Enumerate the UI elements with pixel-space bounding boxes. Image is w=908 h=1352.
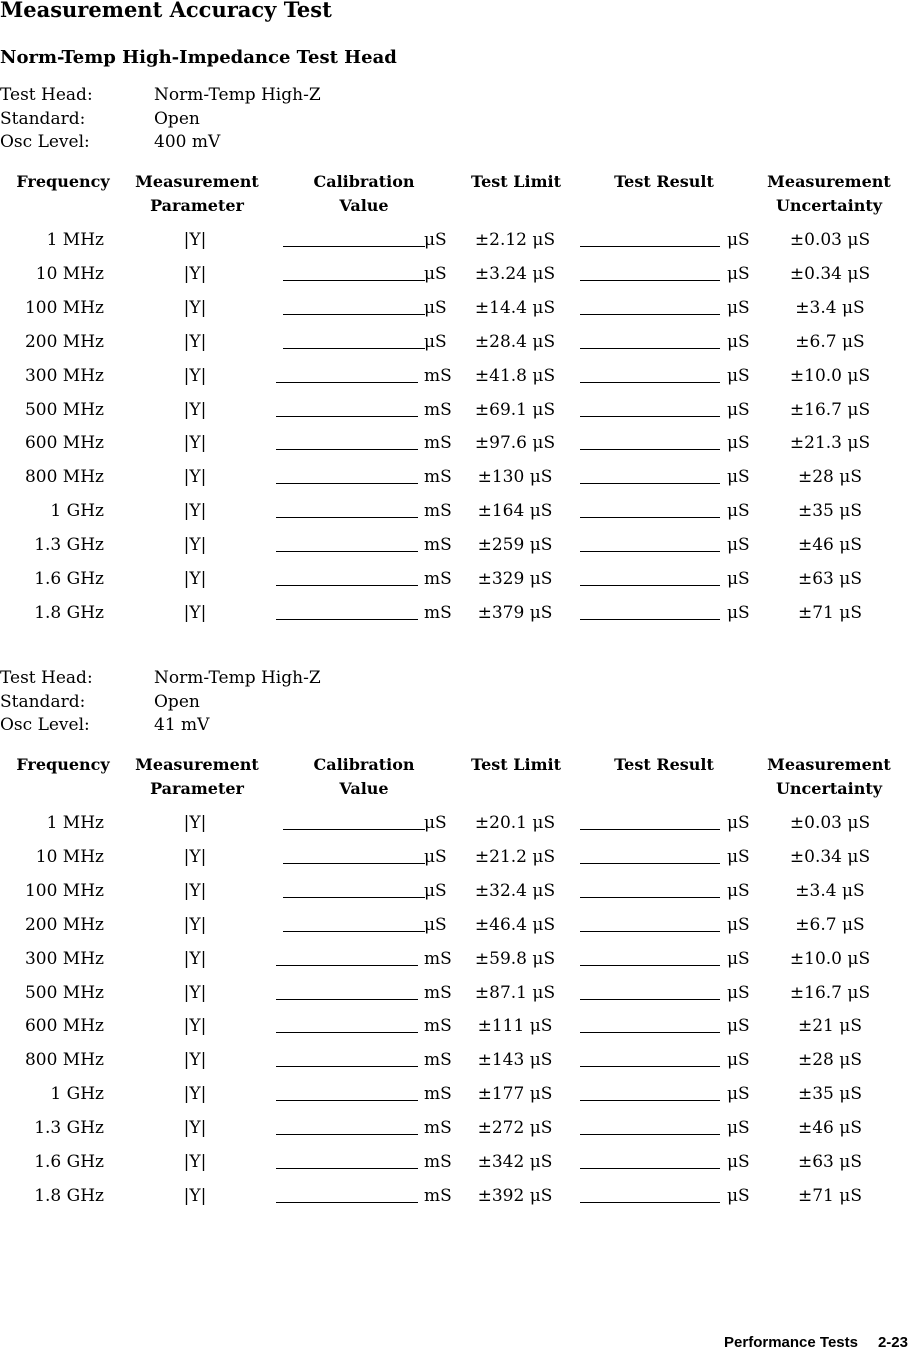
header-calibration-value-line: Calibration	[313, 172, 415, 191]
uncertainty-cell: ±16.7 μS	[789, 399, 871, 420]
test-result-field[interactable]	[580, 366, 720, 383]
test-result-unit: μS	[727, 846, 750, 867]
test-result-field[interactable]	[580, 983, 720, 1000]
test-limit-cell: ±164 μS	[477, 501, 553, 522]
uncertainty-cell: ±10.0 μS	[789, 948, 871, 969]
test-result-field[interactable]	[580, 1016, 720, 1033]
test-limit-cell: ±21.2 μS	[474, 846, 556, 867]
calibration-unit: μS	[424, 263, 447, 284]
uncertainty-cell: ±71 μS	[798, 1185, 862, 1206]
test-result-unit: μS	[727, 230, 750, 250]
test-limit-cell: ±392 μS	[477, 1185, 553, 1206]
test-result-unit: μS	[727, 1185, 750, 1206]
test-result-field[interactable]	[580, 1186, 720, 1203]
frequency-cell: 300 MHz	[24, 948, 104, 969]
uncertainty-cell: ±35 μS	[798, 1084, 862, 1105]
parameter-cell: |Y|	[183, 433, 207, 454]
osc-level-label: Osc Level:	[0, 715, 90, 735]
table-row	[0, 366, 908, 400]
header-test-result	[596, 753, 732, 777]
calibration-value-field[interactable]	[276, 1084, 418, 1101]
table-row	[0, 813, 908, 847]
table-row	[0, 230, 908, 264]
test-limit-cell: ±259 μS	[477, 535, 553, 556]
header-frequency	[6, 753, 120, 777]
uncertainty-cell: ±46 μS	[798, 535, 862, 556]
header-measurement-parameter-line: Parameter	[150, 779, 244, 798]
table-row	[0, 949, 908, 983]
calibration-unit: mS	[424, 602, 452, 623]
uncertainty-cell: ±71 μS	[798, 602, 862, 623]
header-measurement-uncertainty-line: Measurement	[767, 172, 891, 191]
parameter-cell: |Y|	[183, 230, 207, 250]
header-measurement-parameter	[124, 170, 270, 218]
header-measurement-parameter	[124, 753, 270, 801]
calibration-value-field[interactable]	[283, 264, 425, 281]
calibration-value-field[interactable]	[276, 949, 418, 966]
frequency-cell: 800 MHz	[24, 1050, 104, 1071]
calibration-value-field[interactable]	[276, 467, 418, 484]
page-subtitle: Norm-Temp High-Impedance Test Head	[0, 47, 397, 68]
frequency-cell: 1.3 GHz	[34, 1118, 104, 1139]
header-measurement-parameter-line: Measurement	[135, 172, 259, 191]
uncertainty-cell: ±3.4 μS	[795, 297, 865, 318]
test-limit-cell: ±46.4 μS	[474, 914, 556, 935]
test-result-unit: μS	[727, 948, 750, 969]
calibration-value-field[interactable]	[276, 535, 418, 552]
test-result-unit: μS	[727, 331, 750, 352]
test-limit-cell: ±130 μS	[477, 467, 553, 488]
calibration-unit: μS	[424, 297, 447, 318]
test-result-field[interactable]	[580, 569, 720, 586]
parameter-cell: |Y|	[183, 880, 207, 901]
table-row	[0, 1050, 908, 1084]
header-measurement-uncertainty-line: Uncertainty	[775, 196, 883, 215]
uncertainty-cell: ±0.03 μS	[789, 230, 871, 250]
test-limit-cell: ±14.4 μS	[474, 297, 556, 318]
calibration-value-field[interactable]	[283, 230, 425, 247]
table-row	[0, 467, 908, 501]
calibration-unit: mS	[424, 399, 452, 420]
table-row	[0, 298, 908, 332]
header-measurement-uncertainty	[756, 753, 902, 801]
calibration-unit: μS	[424, 846, 447, 867]
test-limit-cell: ±41.8 μS	[474, 365, 556, 386]
test-head-value: Norm-Temp High-Z	[154, 668, 321, 688]
test-limit-cell: ±59.8 μS	[474, 948, 556, 969]
calibration-unit: mS	[424, 982, 452, 1003]
calibration-unit: mS	[424, 501, 452, 522]
test-result-field[interactable]	[580, 332, 720, 349]
test-limit-cell: ±97.6 μS	[474, 433, 556, 454]
test-result-field[interactable]	[580, 1084, 720, 1101]
table-row	[0, 569, 908, 603]
test-result-unit: μS	[727, 1118, 750, 1139]
calibration-unit: mS	[424, 433, 452, 454]
calibration-unit: mS	[424, 1050, 452, 1071]
frequency-cell: 200 MHz	[24, 914, 104, 935]
table-row	[0, 1186, 908, 1220]
calibration-unit: mS	[424, 467, 452, 488]
calibration-value-field[interactable]	[283, 915, 425, 932]
frequency-cell: 10 MHz	[35, 263, 104, 284]
test-result-field[interactable]	[580, 949, 720, 966]
test-result-field[interactable]	[580, 813, 720, 830]
test-limit-cell: ±342 μS	[477, 1152, 553, 1172]
frequency-cell: 600 MHz	[24, 433, 104, 454]
uncertainty-cell: ±63 μS	[798, 569, 862, 589]
calibration-unit: mS	[424, 1152, 452, 1172]
calibration-value-field[interactable]	[276, 501, 418, 518]
table-row	[0, 847, 908, 881]
table-row	[0, 1016, 908, 1050]
header-test-limit	[456, 753, 576, 777]
frequency-cell: 500 MHz	[24, 982, 104, 1003]
test-limit-cell: ±272 μS	[477, 1118, 553, 1139]
test-limit-cell: ±87.1 μS	[474, 982, 556, 1003]
parameter-cell: |Y|	[183, 846, 207, 867]
standard-value: Open	[154, 108, 200, 129]
test-result-unit: μS	[727, 602, 750, 623]
test-result-field[interactable]	[580, 1050, 720, 1067]
footer-page-number: 2-23	[877, 1334, 908, 1351]
test-result-unit: μS	[727, 501, 750, 522]
uncertainty-cell: ±28 μS	[798, 467, 862, 488]
frequency-cell: 100 MHz	[24, 880, 104, 901]
test-limit-cell: ±28.4 μS	[474, 331, 556, 352]
frequency-cell: 300 MHz	[24, 365, 104, 386]
test-limit-cell: ±177 μS	[477, 1084, 553, 1105]
frequency-cell: 800 MHz	[24, 467, 104, 488]
header-measurement-parameter-line: Measurement	[135, 755, 259, 774]
parameter-cell: |Y|	[183, 1084, 207, 1105]
test-result-field[interactable]	[580, 1152, 720, 1169]
table-row	[0, 501, 908, 535]
frequency-cell: 500 MHz	[24, 399, 104, 420]
test-result-field[interactable]	[580, 603, 720, 620]
test-result-unit: μS	[727, 1152, 750, 1172]
table-row	[0, 264, 908, 298]
parameter-cell: |Y|	[183, 914, 207, 935]
test-result-unit: μS	[727, 263, 750, 284]
standard-label: Standard:	[0, 108, 86, 129]
frequency-cell: 600 MHz	[24, 1016, 104, 1037]
parameter-cell: |Y|	[183, 297, 207, 318]
test-result-unit: μS	[727, 365, 750, 386]
calibration-unit: mS	[424, 1185, 452, 1206]
calibration-unit: mS	[424, 1084, 452, 1105]
parameter-cell: |Y|	[183, 263, 207, 284]
test-limit-cell: ±329 μS	[477, 569, 553, 589]
parameter-cell: |Y|	[183, 1118, 207, 1139]
header-frequency-line: Frequency	[16, 755, 110, 774]
calibration-unit: mS	[424, 1016, 452, 1037]
parameter-cell: |Y|	[183, 813, 207, 833]
table-row	[0, 433, 908, 467]
test-result-unit: μS	[727, 433, 750, 454]
uncertainty-cell: ±16.7 μS	[789, 982, 871, 1003]
calibration-unit: μS	[424, 230, 447, 250]
test-limit-cell: ±69.1 μS	[474, 399, 556, 420]
frequency-cell: 1.6 GHz	[34, 1152, 104, 1172]
header-calibration-value-line: Value	[339, 196, 389, 215]
header-calibration-value-line: Calibration	[313, 755, 415, 774]
test-result-field[interactable]	[580, 847, 720, 864]
test-result-field[interactable]	[580, 433, 720, 450]
frequency-cell: 1 MHz	[46, 230, 104, 250]
table-row	[0, 1118, 908, 1152]
calibration-unit: μS	[424, 880, 447, 901]
standard-value: Open	[154, 691, 200, 712]
uncertainty-cell: ±6.7 μS	[795, 331, 865, 352]
calibration-unit: μS	[424, 331, 447, 352]
test-result-field[interactable]	[580, 881, 720, 898]
test-result-field[interactable]	[580, 535, 720, 552]
uncertainty-cell: ±0.03 μS	[789, 813, 871, 833]
frequency-cell: 1.3 GHz	[34, 535, 104, 556]
test-result-field[interactable]	[580, 501, 720, 518]
parameter-cell: |Y|	[183, 948, 207, 969]
uncertainty-cell: ±63 μS	[798, 1152, 862, 1172]
header-frequency-line: Frequency	[16, 172, 110, 191]
parameter-cell: |Y|	[183, 501, 207, 522]
test-result-unit: μS	[727, 880, 750, 901]
header-test-limit	[456, 170, 576, 194]
uncertainty-cell: ±35 μS	[798, 501, 862, 522]
table-row	[0, 881, 908, 915]
calibration-value-field[interactable]	[283, 847, 425, 864]
parameter-cell: |Y|	[183, 1050, 207, 1071]
frequency-cell: 200 MHz	[24, 331, 104, 352]
calibration-value-field[interactable]	[276, 433, 418, 450]
test-result-field[interactable]	[580, 915, 720, 932]
parameter-cell: |Y|	[183, 467, 207, 488]
test-result-unit: μS	[727, 399, 750, 420]
test-result-unit: μS	[727, 467, 750, 488]
parameter-cell: |Y|	[183, 982, 207, 1003]
parameter-cell: |Y|	[183, 365, 207, 386]
header-test-result-line: Test Result	[614, 172, 714, 191]
calibration-unit: mS	[424, 569, 452, 589]
uncertainty-cell: ±0.34 μS	[789, 263, 871, 284]
table-row	[0, 1152, 908, 1186]
uncertainty-cell: ±46 μS	[798, 1118, 862, 1139]
test-result-unit: μS	[727, 982, 750, 1003]
calibration-value-field[interactable]	[276, 1050, 418, 1067]
header-measurement-uncertainty-line: Uncertainty	[775, 779, 883, 798]
parameter-cell: |Y|	[183, 331, 207, 352]
calibration-value-field[interactable]	[276, 983, 418, 1000]
parameter-cell: |Y|	[183, 535, 207, 556]
calibration-value-field[interactable]	[276, 1152, 418, 1169]
test-limit-cell: ±111 μS	[477, 1016, 553, 1037]
table-row	[0, 535, 908, 569]
test-limit-cell: ±3.24 μS	[474, 263, 556, 284]
header-test-limit-line: Test Limit	[471, 172, 561, 191]
header-measurement-parameter-line: Parameter	[150, 196, 244, 215]
frequency-cell: 1 GHz	[50, 501, 104, 522]
standard-label: Standard:	[0, 691, 86, 712]
calibration-value-field[interactable]	[283, 813, 425, 830]
page-title: Measurement Accuracy Test	[0, 0, 332, 22]
parameter-cell: |Y|	[183, 1152, 207, 1172]
frequency-cell: 1.8 GHz	[34, 1185, 104, 1206]
table-row	[0, 983, 908, 1017]
header-measurement-uncertainty-line: Measurement	[767, 755, 891, 774]
uncertainty-cell: ±28 μS	[798, 1050, 862, 1071]
test-result-field[interactable]	[580, 298, 720, 315]
table-row	[0, 603, 908, 637]
frequency-cell: 1 GHz	[50, 1084, 104, 1105]
calibration-unit: mS	[424, 1118, 452, 1139]
calibration-value-field[interactable]	[276, 603, 418, 620]
uncertainty-cell: ±21 μS	[798, 1016, 862, 1037]
test-result-unit: μS	[727, 569, 750, 589]
header-calibration-value	[294, 753, 434, 801]
test-result-unit: μS	[727, 914, 750, 935]
test-result-field[interactable]	[580, 467, 720, 484]
test-result-unit: μS	[727, 1084, 750, 1105]
calibration-unit: μS	[424, 813, 447, 833]
uncertainty-cell: ±3.4 μS	[795, 880, 865, 901]
test-result-field[interactable]	[580, 400, 720, 417]
uncertainty-cell: ±21.3 μS	[789, 433, 871, 454]
osc-level-value: 41 mV	[154, 715, 210, 735]
test-limit-cell: ±32.4 μS	[474, 880, 556, 901]
test-head-label: Test Head:	[0, 668, 93, 688]
calibration-value-field[interactable]	[276, 1118, 418, 1135]
uncertainty-cell: ±6.7 μS	[795, 914, 865, 935]
parameter-cell: |Y|	[183, 1185, 207, 1206]
parameter-cell: |Y|	[183, 1016, 207, 1037]
test-limit-cell: ±143 μS	[477, 1050, 553, 1071]
test-result-field[interactable]	[580, 1118, 720, 1135]
test-result-field[interactable]	[580, 264, 720, 281]
table-row	[0, 400, 908, 434]
frequency-cell: 10 MHz	[35, 846, 104, 867]
table-row	[0, 1084, 908, 1118]
header-measurement-uncertainty	[756, 170, 902, 218]
test-limit-cell: ±2.12 μS	[474, 230, 556, 250]
test-result-unit: μS	[727, 813, 750, 833]
test-result-unit: μS	[727, 1050, 750, 1071]
calibration-value-field[interactable]	[276, 569, 418, 586]
calibration-unit: mS	[424, 365, 452, 386]
parameter-cell: |Y|	[183, 569, 207, 589]
calibration-unit: mS	[424, 535, 452, 556]
uncertainty-cell: ±10.0 μS	[789, 365, 871, 386]
test-head-label: Test Head:	[0, 85, 93, 105]
parameter-cell: |Y|	[183, 602, 207, 623]
calibration-unit: mS	[424, 948, 452, 969]
test-result-unit: μS	[727, 1016, 750, 1037]
test-limit-cell: ±379 μS	[477, 602, 553, 623]
test-result-unit: μS	[727, 535, 750, 556]
test-head-value: Norm-Temp High-Z	[154, 85, 321, 105]
test-result-field[interactable]	[580, 230, 720, 247]
frequency-cell: 100 MHz	[24, 297, 104, 318]
calibration-value-field[interactable]	[283, 881, 425, 898]
uncertainty-cell: ±0.34 μS	[789, 846, 871, 867]
osc-level-label: Osc Level:	[0, 132, 90, 152]
header-test-result	[596, 170, 732, 194]
frequency-cell: 1.6 GHz	[34, 569, 104, 589]
header-calibration-value	[294, 170, 434, 218]
header-calibration-value-line: Value	[339, 779, 389, 798]
calibration-value-field[interactable]	[283, 298, 425, 315]
footer-section: Performance Tests	[724, 1334, 858, 1351]
calibration-value-field[interactable]	[276, 1186, 418, 1203]
table-row	[0, 332, 908, 366]
header-frequency	[6, 170, 120, 194]
calibration-value-field[interactable]	[283, 332, 425, 349]
calibration-unit: μS	[424, 914, 447, 935]
test-result-unit: μS	[727, 297, 750, 318]
parameter-cell: |Y|	[183, 399, 207, 420]
calibration-value-field[interactable]	[276, 366, 418, 383]
header-test-limit-line: Test Limit	[471, 755, 561, 774]
frequency-cell: 1 MHz	[46, 813, 104, 833]
test-limit-cell: ±20.1 μS	[474, 813, 556, 833]
calibration-value-field[interactable]	[276, 400, 418, 417]
page-footer	[724, 1334, 908, 1351]
table-row	[0, 915, 908, 949]
calibration-value-field[interactable]	[276, 1016, 418, 1033]
frequency-cell: 1.8 GHz	[34, 602, 104, 623]
osc-level-value: 400 mV	[154, 132, 221, 152]
header-test-result-line: Test Result	[614, 755, 714, 774]
